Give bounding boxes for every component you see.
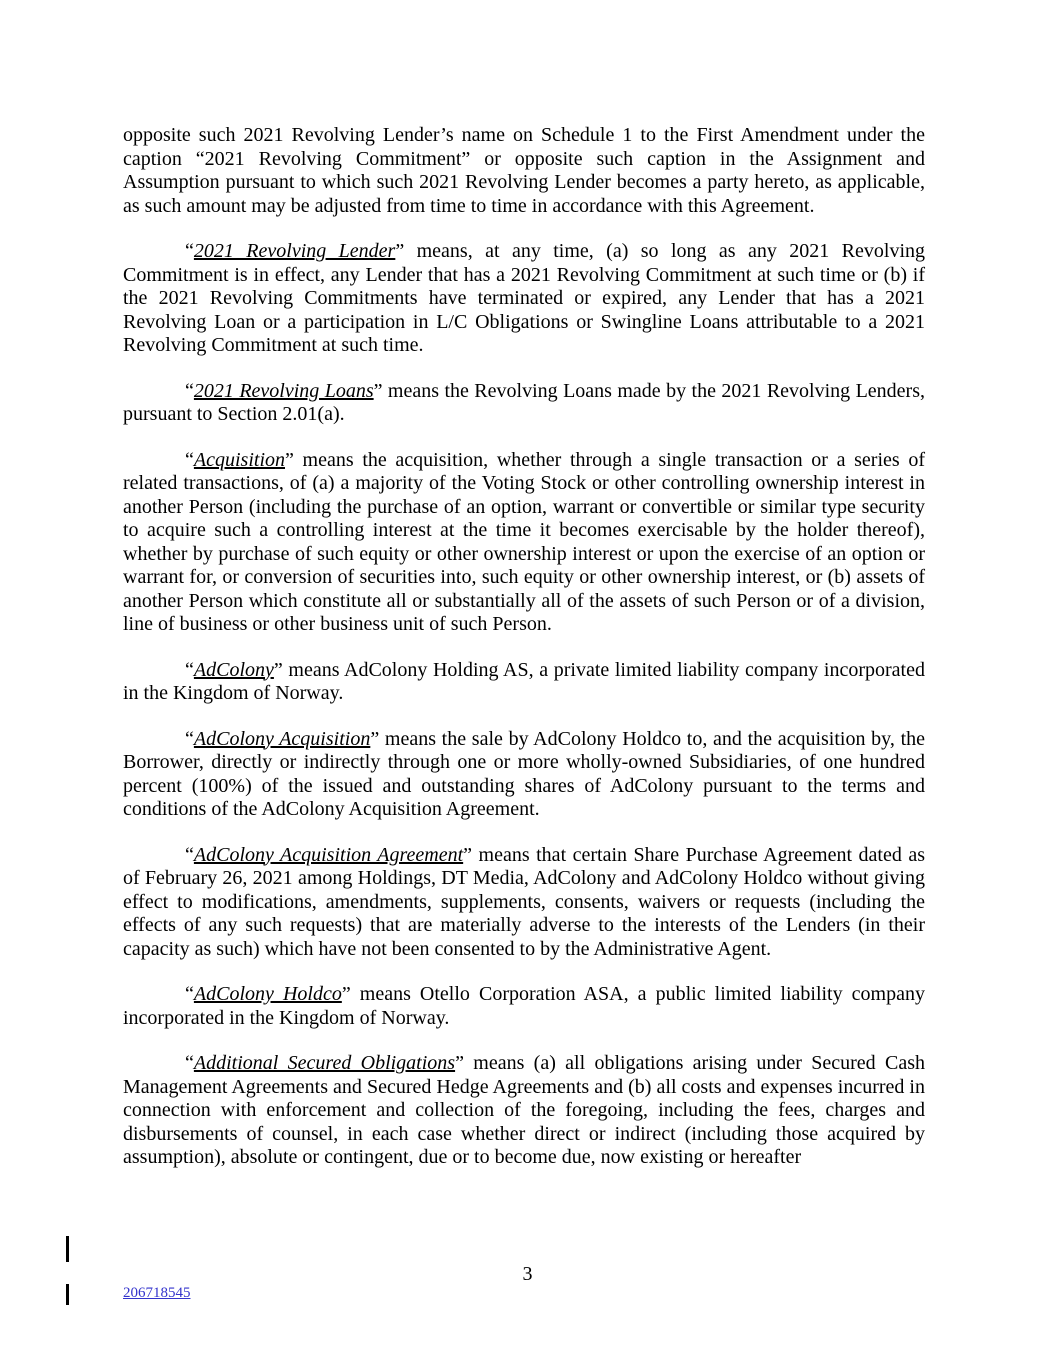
paragraph-text: ” means (a) all obligations arising under Secured Cash Management Agreements and Secured Hedge Agreements and (b) all costs and expenses incurred in connection with enforcement and collection of the foregoing, including the fees, charges and disbursements of counsel, in each case whether direct or indirect (including those acquired by assumption), absolute or contingent, due or to become due, now existing or hereafter — [123, 1052, 925, 1168]
paragraph-text: ” means AdColony Holding AS, a private limited liability company incorporated in the Kingdom of Norway. — [123, 658, 925, 704]
revision-change-bar — [66, 1236, 69, 1262]
paragraph-text: ” means Otello Corporation ASA, a public limited liability company incorporated in the Kingdom of Norway. — [123, 983, 925, 1029]
paragraph-text: “ — [185, 448, 194, 471]
paragraph — [123, 659, 925, 706]
defined-term: 2021 Revolving Lender — [193, 240, 396, 262]
defined-term: AdColony Holdco — [193, 983, 342, 1005]
paragraph — [123, 449, 925, 637]
paragraph — [123, 380, 925, 427]
defined-term: 2021 Revolving Loans — [193, 379, 374, 402]
paragraph — [123, 124, 925, 218]
paragraph-text: “ — [185, 1052, 194, 1074]
paragraph-text: ” means that certain Share Purchase Agreement dated as of February 26, 2021 among Holdings, DT Media, AdColony and AdColony Holdco without giving effect to modifications, amendments, supplements, consents, waivers or requests (including the effects of any such requests) that are materially adverse to the interests of the Lenders (in their capacity as such) which have not been consented to by the Administrative Agent. — [123, 843, 925, 960]
paragraph-text: “ — [185, 240, 194, 262]
paragraph-text: “ — [185, 379, 194, 402]
paragraph — [123, 1052, 925, 1170]
defined-term: AdColony Acquisition Agreement — [193, 843, 464, 866]
paragraph-text: ” means the Revolving Loans made by the 2021 Revolving Lenders, pursuant to Section 2.01(a). — [123, 379, 925, 425]
revision-change-bar — [66, 1284, 69, 1305]
paragraph-text: “ — [185, 843, 194, 866]
paragraph — [123, 844, 925, 962]
paragraph-text: opposite such 2021 Revolving Lender’s name on Schedule 1 to the First Amendment under the caption “2021 Revolving Commitment” or opposite such caption in the Assignment and Assumption pursuant to which such 2021 Revolving Lender becomes a party hereto, as applicable, as such amount may be adjusted from time to time in accordance with this Agreement. — [123, 124, 925, 217]
paragraph-text: “ — [185, 658, 194, 681]
defined-term: AdColony — [193, 658, 274, 681]
defined-term: Acquisition — [193, 448, 285, 471]
paragraph-text: ” means, at any time, (a) so long as any 2021 Revolving Commitment is in effect, any Lender that has a 2021 Revolving Commitment at such time or (b) if the 2021 Revolving Commitments have terminated or expired, any Lender that has a 2021 Revolving Loan or a participation in L/C Obligations or Swingline Loans attributable to a 2021 Revolving Commitment at such time. — [123, 240, 926, 356]
document-body — [123, 124, 925, 1192]
page-number: 3 — [522, 1263, 533, 1285]
defined-term: AdColony Acquisition — [193, 727, 371, 750]
paragraph-text: ” means the acquisition, whether through a single transaction or a series of related transactions, of (a) a majority of the Voting Stock or other controlling ownership interest in another Person (including the purchase of an option, warrant or convertible or similar type security to acquire such a controlling interest at the time it becomes exercisable by the holder thereof), whether by purchase of such equity or other ownership interest or upon the exercise of an option or warrant for, or conversion of securities into, such equity or other ownership interest, or (b) assets of another Person which constitute all or substantially all of the assets of such Person or of a division, line of business or other business unit of such Person. — [123, 448, 925, 635]
paragraph — [123, 983, 925, 1030]
paragraph-text: ” means the sale by AdColony Holdco to, and the acquisition by, the Borrower, directly or indirectly through one or more wholly-owned Subsidiaries, of one hundred percent (100%) of the issued and outstanding shares of AdColony pursuant to the terms and conditions of the AdColony Acquisition Agreement. — [123, 727, 925, 820]
paragraph-text: “ — [185, 983, 194, 1005]
paragraph — [123, 240, 925, 358]
doc-number-link[interactable]: 206718545 — [123, 1285, 191, 1301]
paragraph-text: “ — [185, 727, 194, 750]
paragraph — [123, 728, 925, 822]
defined-term: Additional Secured Obligations — [193, 1052, 456, 1074]
